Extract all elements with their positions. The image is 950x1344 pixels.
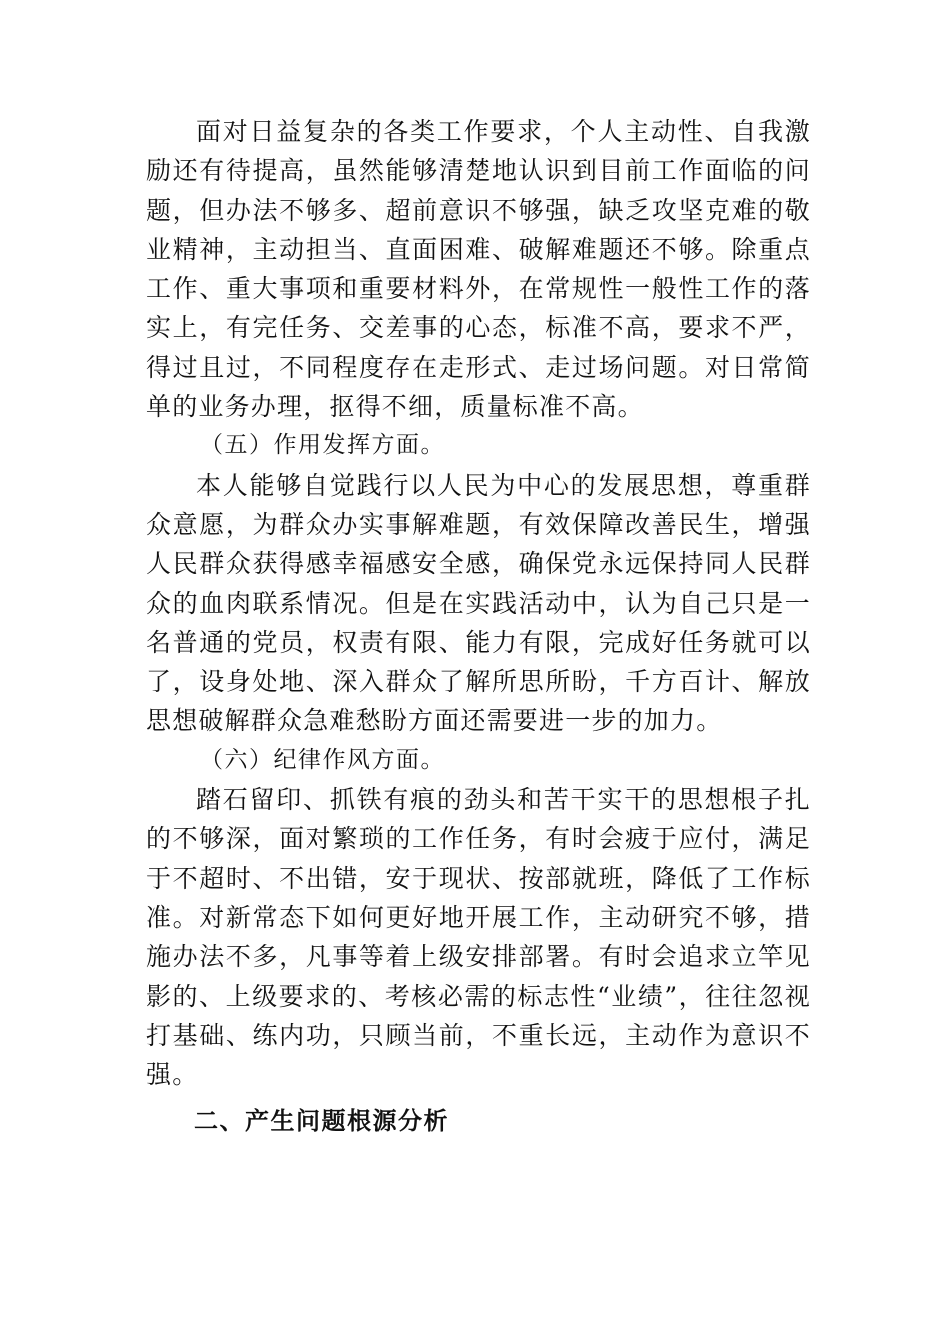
document-body: [146, 112, 811, 1142]
paragraph-role-performance: 本人能够自觉践行以人民为中心的发展思想，尊重群众意愿，为群众办实事解难题，有效保障改善民生，增强人民群众获得感幸福感安全感，确保党永远保持同人民群众的血肉联系情况。但是在实践活动中，认为自己只是一名普通的党员，权责有限、能力有限，完成好任务就可以了，设身处地、深入群众了解所思所盼，千方百计、解放思想破解群众急难愁盼方面还需要进一步的加力。: [146, 470, 811, 736]
paragraph-discipline-style: 踏石留印、抓铁有痕的劲头和苦干实干的思想根子扎的不够深，面对繁琐的工作任务，有时会疲于应付，满足于不超时、不出错，安于现状、按部就班，降低了工作标准。对新常态下如何更好地开展工作，主动研究不够，措施办法不多，凡事等着上级安排部署。有时会追求立竿见影的、上级要求的、考核必需的标志性“业绩”，往往忽视打基础、练内功，只顾当前，不重长远，主动作为意识不强。: [146, 785, 811, 1090]
section-heading-root-cause: 二、产生问题根源分析: [194, 1107, 449, 1136]
subheading-role-performance: （五）作用发挥方面。: [200, 432, 446, 459]
paragraph-work-initiative: 面对日益复杂的各类工作要求，个人主动性、自我激励还有待提高，虽然能够清楚地认识到目前工作面临的问题，但办法不够多、超前意识不够强，缺乏攻坚克难的敬业精神，主动担当、直面困难、破解难题还不够。除重点工作、重大事项和重要材料外，在常规性一般性工作的落实上，有完任务、交差事的心态，标准不高，要求不严，得过且过，不同程度存在走形式、走过场问题。对日常简单的业务办理，抠得不细，质量标准不高。: [146, 117, 811, 422]
subheading-discipline-style: （六）纪律作风方面。: [200, 746, 446, 773]
